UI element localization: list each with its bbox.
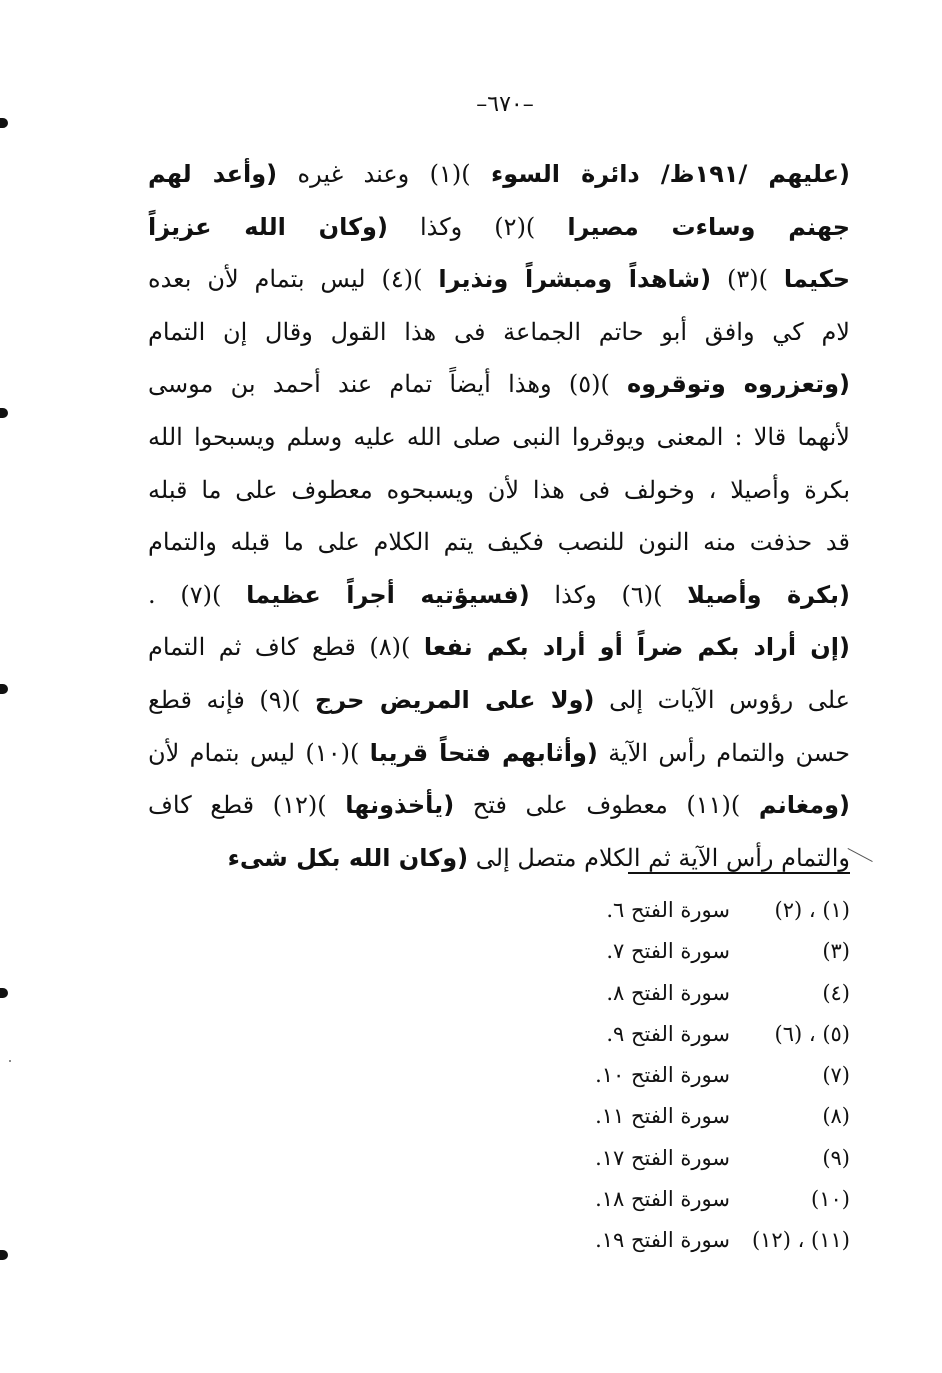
- quran-quote: جهنم وساءت مصيرا: [567, 212, 850, 241]
- quran-quote: (ولا على المريض حرج: [314, 685, 595, 714]
- text-line: [148, 621, 850, 674]
- quran-quote: (يأخذونها: [345, 791, 455, 820]
- text-run: على رؤوس الآيات إلى: [594, 685, 850, 714]
- margin-mark: [0, 684, 8, 694]
- quran-quote: (فسيؤتيه أجراً عظيما: [246, 580, 530, 609]
- quran-quote: (وكان الله عزيزاً: [148, 212, 388, 241]
- footnote: [520, 890, 850, 931]
- footnotes: [520, 890, 850, 1262]
- footnote: [520, 1138, 850, 1179]
- quran-quote: (وأعد لهم: [148, 160, 278, 188]
- text-run: )(١١) معطوف على فتح: [454, 791, 759, 820]
- text-run: )(٣): [711, 265, 784, 294]
- footnote-text: سورة الفتح ١٩.: [595, 1228, 730, 1253]
- footnote-text: سورة الفتح ١١.: [595, 1104, 730, 1129]
- text-run: لأنهما قالا : المعنى ويوقروا النبى صلى الله عليه وسلم ويسبحوا الله: [148, 422, 850, 451]
- text-line: [148, 674, 850, 727]
- text-line: [148, 727, 850, 780]
- text-run: )(١٠) ليس بتمام لأن: [148, 738, 370, 767]
- footnote-text: سورة الفتح ٦.: [606, 898, 730, 922]
- footnote-text: سورة الفتح ١٨.: [595, 1187, 730, 1212]
- text-line: [148, 779, 850, 832]
- quran-quote: (إن أراد بكم ضراً أو أراد بكم نفعا: [423, 633, 850, 662]
- text-run: والتمام رأس الآية ثم الكلام متصل إلى: [468, 843, 850, 872]
- text-run: )(٨) قطع كاف ثم التمام: [148, 633, 424, 662]
- footnote-ref: (٨): [822, 1104, 850, 1129]
- text-run: قد حذفت منه النون للنصب فكيف يتم الكلام على ما قبله والتمام: [148, 528, 850, 557]
- page-number: –٦٧٠–: [476, 92, 534, 117]
- quran-quote: (بكرة وأصيلا: [687, 580, 850, 609]
- text-run: )(١٢) قطع كاف: [148, 791, 346, 820]
- footnote-text: سورة الفتح ٨.: [606, 980, 730, 1005]
- margin-mark: [0, 408, 8, 418]
- margin-mark: [0, 988, 8, 998]
- text-line: [148, 832, 850, 885]
- text-run: )(٩) فإنه قطع: [148, 685, 315, 714]
- text-run: )(٢) وكذا: [387, 212, 568, 241]
- quran-quote: (وأثابهم فتحاً قريبا: [369, 738, 598, 767]
- margin-mark: [0, 118, 8, 128]
- footnote: [520, 973, 850, 1014]
- footnote-text: سورة الفتح ٩.: [606, 1021, 730, 1046]
- footnote-ref: (٣): [822, 939, 850, 964]
- footnote: [520, 1179, 850, 1220]
- footnote: [520, 1096, 850, 1137]
- scan-speck: [9, 1060, 11, 1062]
- text-line: [148, 358, 850, 411]
- footnote-ref: (١١) ، (١٢): [751, 1228, 850, 1253]
- footnote-ref: (٧): [822, 1063, 850, 1088]
- text-line: [148, 411, 850, 464]
- footnote-separator: [628, 872, 850, 874]
- footnote-text: سورة الفتح ٧.: [606, 939, 730, 964]
- text-line: [148, 569, 850, 622]
- footnote-text: سورة الفتح ١٠.: [595, 1063, 730, 1088]
- footnote-ref: (٩): [822, 1145, 850, 1170]
- text-line: [148, 464, 850, 517]
- quran-quote: (شاهداً ومبشراً ونذيرا: [438, 265, 712, 294]
- quran-quote: (علیهم /١٩١ظ/ دائرة السوء: [491, 160, 850, 188]
- quran-quote: (وكان الله بكل شىء: [227, 843, 469, 872]
- body-text: [148, 148, 850, 884]
- footnote-ref: (١٠): [811, 1187, 850, 1212]
- footnote-ref: (١) ، (٢): [774, 898, 850, 922]
- quran-quote: (ومغانم: [758, 791, 850, 820]
- quran-quote: (وتعزروه وتوقروه: [627, 370, 850, 399]
- separator-tail: [848, 848, 873, 862]
- text-run: لام كي وافق أبو حاتم الجماعة فى هذا القول وقال إن التمام: [148, 317, 850, 346]
- text-run: )(١) وعند غيره: [277, 160, 492, 188]
- text-run: )(٤) ليس بتمام لأن بعده: [148, 265, 439, 294]
- text-run: بكرة وأصيلا ، وخولف فى هذا لأن ويسبحوه معطوف على ما قبله: [148, 475, 850, 504]
- footnote: [520, 1014, 850, 1055]
- footnote: [520, 1220, 850, 1261]
- text-run: )(٥) وهذا أيضاً تمام عند أحمد بن موسى: [148, 370, 628, 399]
- text-run: حسن والتمام رأس الآية: [597, 738, 850, 767]
- text-run: )(٧) .: [148, 580, 247, 609]
- footnote-ref: (٤): [822, 980, 850, 1005]
- text-line: [148, 516, 850, 569]
- footnote: [520, 931, 850, 972]
- text-line: [148, 253, 850, 306]
- quran-quote: حكيما: [783, 265, 850, 294]
- footnote: [520, 1055, 850, 1096]
- footnote-ref: (٥) ، (٦): [774, 1021, 850, 1046]
- text-line: [148, 201, 850, 254]
- margin-mark: [0, 1250, 8, 1260]
- text-line: [148, 148, 850, 201]
- footnote-text: سورة الفتح ١٧.: [595, 1145, 730, 1170]
- text-line: [148, 306, 850, 359]
- text-run: )(٦) وكذا: [529, 580, 688, 609]
